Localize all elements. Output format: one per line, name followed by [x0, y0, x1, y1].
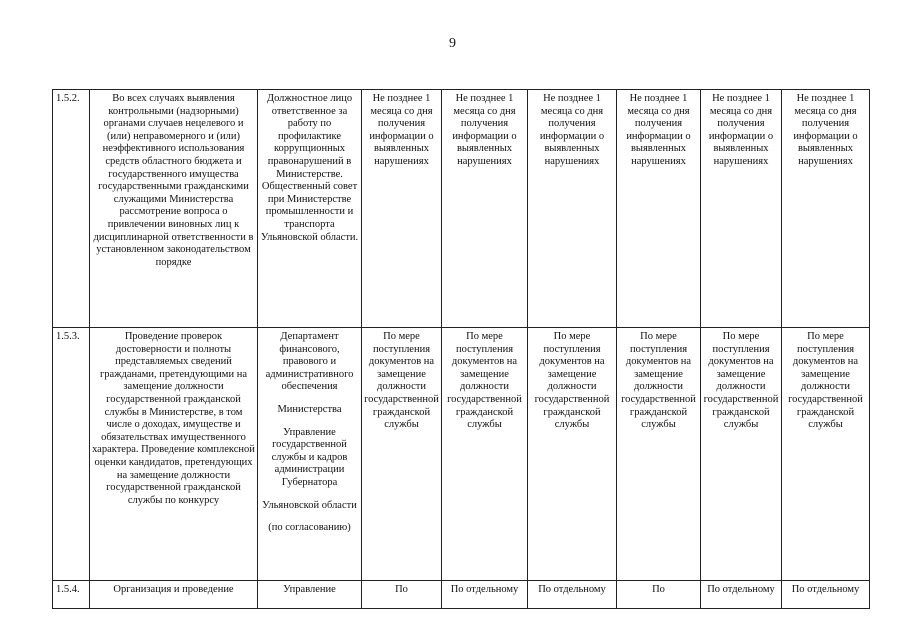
term-cell: По мере поступления документов на замещение должности государственной гражданской службы: [362, 328, 442, 581]
term-cell: По мере поступления документов на замещение должности государственной гражданской службы: [782, 328, 870, 581]
term-cell: Не позднее 1 месяца со дня получения информации о выявленных нарушениях: [528, 90, 617, 328]
table-row: [53, 581, 870, 609]
page-number: 9: [449, 36, 456, 51]
term-cell: Не позднее 1 месяца со дня получения информации о выявленных нарушениях: [362, 90, 442, 328]
term-cell: Не позднее 1 месяца со дня получения информации о выявленных нарушениях: [617, 90, 701, 328]
term-cell: Не позднее 1 месяца со дня получения информации о выявленных нарушениях: [701, 90, 782, 328]
table-row: [53, 90, 870, 328]
row-number: 1.5.4.: [53, 581, 90, 609]
responsible-line: (по согласованию): [268, 522, 351, 534]
responsible-line: Министерства: [277, 403, 342, 415]
responsible-cell: Управление: [258, 581, 362, 609]
row-number: 1.5.2.: [53, 90, 90, 328]
action-cell: Во всех случаях выявления контрольными (надзорными) органами случаев нецелевого и (или) неправомерного и (или) неэффективного использования средств областного бюджета и государственного имущества государственными гражданскими служащими Министерства рассмотрение вопроса о привлечении виновных лиц к дисциплинарной ответственности в установленном законодательством порядке: [90, 90, 258, 328]
term-cell: По: [617, 581, 701, 609]
responsible-cell: [258, 328, 362, 581]
term-cell: По отдельному: [442, 581, 528, 609]
action-cell: Организация и проведение: [90, 581, 258, 609]
term-cell: По мере поступления документов на замещение должности государственной гражданской службы: [528, 328, 617, 581]
row-number: 1.5.3.: [53, 328, 90, 581]
term-cell: По: [362, 581, 442, 609]
term-cell: Не позднее 1 месяца со дня получения информации о выявленных нарушениях: [442, 90, 528, 328]
term-cell: По мере поступления документов на замещение должности государственной гражданской службы: [617, 328, 701, 581]
responsible-line: Департамент финансового, правового и административного обеспечения: [265, 331, 354, 393]
action-cell: Проведение проверок достоверности и полноты представляемых сведений гражданами, претендующими на замещение должности государственной гражданской службы в Министерстве, в том числе о доходах, имуществе и обязательствах имущественного характера. Проведение комплексной оценки кандидатов, претендующих на замещение должности государственной гражданской службы по конкурсу: [90, 328, 258, 581]
term-cell: Не позднее 1 месяца со дня получения информации о выявленных нарушениях: [782, 90, 870, 328]
term-cell: По отдельному: [782, 581, 870, 609]
responsible-line: Управление государственной службы и кадров администрации Губернатора: [271, 426, 348, 488]
responsible-line: Ульяновской области: [262, 499, 357, 511]
plan-table: [52, 89, 870, 609]
term-cell: По мере поступления документов на замещение должности государственной гражданской службы: [442, 328, 528, 581]
term-cell: По отдельному: [701, 581, 782, 609]
table-row: [53, 328, 870, 581]
term-cell: По мере поступления документов на замещение должности государственной гражданской службы: [701, 328, 782, 581]
term-cell: По отдельному: [528, 581, 617, 609]
responsible-cell: Должностное лицо ответственное за работу по профилактике коррупционных правонарушений в Министерстве. Общественный совет при Министерстве промышленности и транспорта Ульяновской области.: [258, 90, 362, 328]
